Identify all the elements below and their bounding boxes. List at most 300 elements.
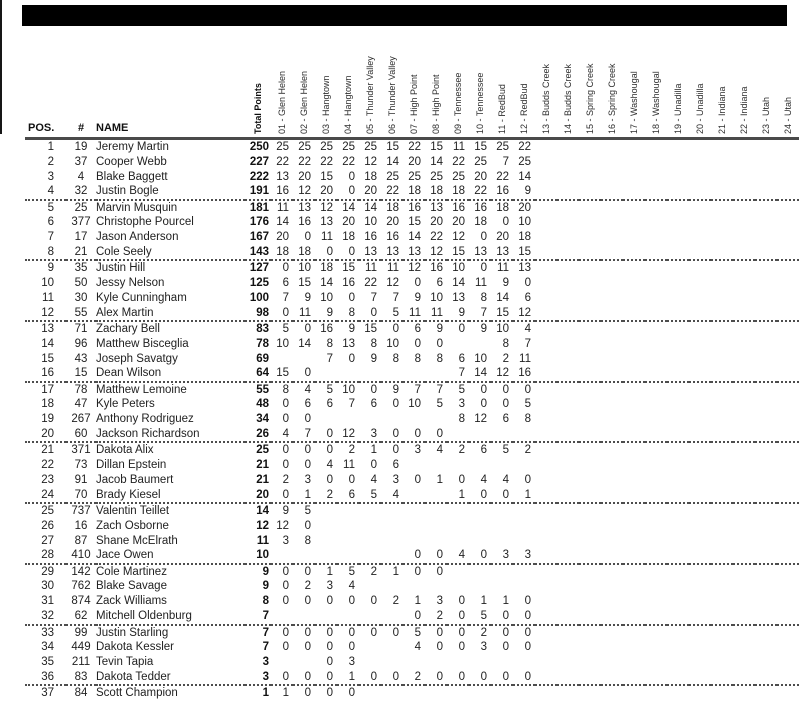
cell-name: Tevin Tapia [96,656,154,669]
cell-race-10: 0 [480,398,487,411]
table-row [25,169,799,184]
cell-race-1 [271,609,293,625]
cell-race-22 [733,139,755,155]
cell-race-10 [469,503,491,519]
cell-race-7: 7 [414,383,421,396]
col-header-race-19 [667,44,689,139]
table-header [25,44,799,139]
cell-race-10: 9 [480,323,487,336]
cell-race-17 [623,519,645,534]
cell-race-18 [645,594,667,609]
cell-pos: 7 [47,231,54,244]
cell-race-13 [535,579,557,594]
race-header-label: 02 - Glen Helen [299,70,309,134]
cell-num: 142 [71,565,91,578]
cell-race-23 [755,594,777,609]
cell-race-18 [645,655,667,670]
cell-race-22 [733,200,755,216]
cell-name: Jacob Baumert [96,473,174,486]
table-row [25,685,799,701]
cell-race-8: 0 [436,337,443,350]
cell-race-11: 20 [496,231,509,244]
cell-race-1: 5 [282,323,289,336]
cell-race-5: 12 [364,155,377,168]
cell-race-17 [623,640,645,655]
cell-race-1: 0 [282,413,289,426]
cell-total: 227 [249,155,269,168]
cell-race-11 [491,519,513,534]
cell-race-7: 14 [408,231,421,244]
cell-race-9: 0 [458,641,465,654]
cell-race-12: 0 [524,383,531,396]
cell-race-22 [733,473,755,488]
cell-name: Zach Osborne [96,519,169,532]
cell-race-10: 25 [474,155,487,168]
cell-name: Anthony Rodriguez [96,413,194,426]
cell-race-5: 10 [364,216,377,229]
cell-num: 4 [77,170,85,183]
cell-race-16 [601,200,623,216]
cell-race-1: 2 [282,473,289,486]
cell-race-8 [425,655,447,670]
cell-num: 35 [74,262,88,275]
cell-race-21 [711,351,733,366]
cell-race-4: 0 [348,626,355,639]
cell-race-3 [315,519,337,534]
cell-total: 167 [249,231,269,244]
col-header-race-6 [381,44,403,139]
cell-race-18 [645,548,667,564]
cell-race-21 [711,155,733,170]
cell-race-12: 22 [518,141,531,153]
cell-race-14 [557,519,579,534]
table-row [25,139,799,155]
cell-race-21 [711,427,733,443]
cell-race-8: 9 [436,323,443,336]
cell-race-17 [623,564,645,580]
cell-race-24 [777,260,799,276]
cell-race-5 [359,609,381,625]
cell-race-2: 1 [293,488,315,504]
cell-race-23 [755,670,777,686]
cell-race-7: 20 [408,155,421,168]
cell-race-10 [469,564,491,580]
cell-race-9 [447,579,469,594]
cell-race-20 [689,412,711,427]
cell-race-3: 7 [326,352,333,365]
cell-race-21 [711,366,733,382]
cell-race-23 [755,382,777,398]
cell-race-23 [755,503,777,519]
cell-race-6 [381,655,403,670]
cell-race-2 [293,351,315,366]
cell-race-21 [711,230,733,245]
cell-race-20 [689,488,711,504]
cell-name: Matthew Bisceglia [96,337,189,350]
cell-race-10 [469,519,491,534]
cell-race-16 [601,442,623,458]
cell-race-14 [557,427,579,443]
cell-race-19 [667,685,689,701]
cell-race-22 [733,412,755,427]
cell-race-8: 4 [436,444,443,457]
cell-race-13 [535,473,557,488]
cell-race-2: 8 [304,534,311,547]
cell-race-16 [601,412,623,427]
cell-race-3 [315,609,337,625]
cell-race-21 [711,670,733,686]
cell-race-1: 13 [276,170,289,183]
cell-race-24 [777,685,799,701]
cell-race-18 [645,397,667,412]
cell-race-16 [601,579,623,594]
cell-pos: 18 [41,398,54,411]
cell-race-8: 7 [436,383,443,396]
table-row [25,473,799,488]
cell-race-2: 11 [293,306,315,322]
cell-race-22 [733,579,755,594]
cell-race-4 [337,609,359,625]
cell-pos: 10 [41,277,54,290]
cell-race-13 [535,184,557,200]
cell-race-14 [557,351,579,366]
cell-race-23 [755,548,777,564]
cell-race-24 [777,594,799,609]
cell-race-1: 12 [276,519,289,532]
cell-race-17 [623,200,645,216]
cell-race-12 [513,655,535,670]
cell-race-8: 12 [425,245,447,261]
cell-race-24 [777,306,799,322]
cell-race-8: 20 [430,216,443,229]
cell-race-2: 2 [304,580,311,593]
col-header-race-7 [403,44,425,139]
col-header-race-15 [579,44,601,139]
cell-num: 62 [66,609,96,625]
cell-race-16 [601,670,623,686]
cell-race-14 [557,291,579,306]
cell-race-22 [733,337,755,352]
cell-race-18 [645,200,667,216]
table-row [25,655,799,670]
cell-race-2: 18 [293,245,315,261]
cell-num: 60 [66,427,96,443]
cell-race-16 [601,685,623,701]
cell-race-2: 9 [304,291,311,304]
cell-race-7: 10 [408,398,421,411]
cell-race-15 [579,685,601,701]
cell-race-1 [271,655,293,670]
cell-race-7: 11 [403,306,425,322]
cell-race-10 [469,579,491,594]
cell-race-4: 0 [337,245,359,261]
cell-race-5 [359,503,381,519]
cell-race-23 [755,519,777,534]
cell-name: Justin Bogle [96,184,245,200]
cell-name: Matthew Lemoine [96,383,187,396]
cell-race-9: 11 [453,141,465,153]
cell-race-23 [755,640,777,655]
cell-race-16 [601,260,623,276]
cell-race-21 [711,184,733,200]
cell-race-2: 0 [304,231,311,244]
cell-pos: 32 [25,609,66,625]
cell-race-4: 0 [348,687,355,700]
cell-total: 9 [262,580,269,593]
cell-race-11: 22 [496,170,509,183]
cell-race-23 [755,473,777,488]
cell-race-3: 0 [326,656,333,669]
cell-race-14 [557,564,579,580]
cell-race-18 [645,579,667,594]
cell-num: 377 [71,216,91,229]
cell-race-16 [601,230,623,245]
cell-race-18 [645,337,667,352]
cell-race-10 [469,337,491,352]
cell-race-12: 16 [513,366,535,382]
table-row [25,276,799,291]
cell-race-11: 9 [502,277,509,290]
cell-num: 30 [74,291,88,304]
cell-race-4: 4 [348,580,355,593]
cell-race-6: 11 [387,262,399,275]
cell-race-23 [755,427,777,443]
cell-race-5 [359,412,381,427]
cell-pos: 31 [41,595,54,608]
cell-race-13 [535,139,557,155]
cell-race-14 [557,609,579,625]
cell-race-3: 10 [320,291,333,304]
cell-race-22 [733,670,755,686]
cell-race-3 [315,503,337,519]
cell-race-24 [777,155,799,170]
table-row [25,670,799,686]
cell-name: Mitchell Oldenburg [96,609,245,625]
cell-race-3: 15 [320,170,333,183]
cell-race-4: 22 [342,155,355,168]
cell-name: Shane McElrath [96,534,178,547]
cell-num: 21 [66,245,96,261]
cell-race-18 [645,276,667,291]
cell-race-8: 18 [425,184,447,200]
cell-race-2: 0 [304,413,311,426]
cell-race-20 [689,230,711,245]
cell-race-6: 0 [392,626,399,639]
cell-race-18 [645,625,667,641]
cell-race-14 [557,412,579,427]
cell-race-7: 16 [408,201,421,214]
cell-race-8: 1 [436,473,443,486]
col-header-total [245,44,271,139]
cell-race-2: 15 [298,277,311,290]
cell-race-10: 12 [474,413,487,426]
cell-race-6: 0 [392,323,399,336]
col-header-race-22 [733,44,755,139]
cell-race-6: 13 [381,245,403,261]
cell-num: 91 [74,473,88,486]
cell-race-8: 2 [425,609,447,625]
cell-race-22 [733,655,755,670]
cell-race-24 [777,655,799,670]
cell-race-21 [711,579,733,594]
cell-race-21 [711,291,733,306]
cell-race-8: 3 [436,595,443,608]
cell-race-14 [557,155,579,170]
cell-race-12: 25 [518,155,531,168]
cell-race-23 [755,442,777,458]
cell-race-12: 0 [524,277,531,290]
col-header-race-5 [359,44,381,139]
cell-race-10: 20 [474,170,487,183]
cell-race-20 [689,640,711,655]
cell-race-4: 14 [342,201,355,214]
table-row [25,488,799,504]
cell-race-9: 22 [452,155,465,168]
cell-race-5: 18 [364,170,377,183]
cell-race-14 [557,579,579,594]
cell-race-8 [425,579,447,594]
table-row [25,503,799,519]
cell-race-12: 0 [513,670,535,686]
cell-pos: 13 [41,323,54,336]
cell-race-14 [557,366,579,382]
cell-race-9: 10 [452,262,465,275]
cell-race-12: 4 [524,323,531,336]
cell-race-12: 15 [513,245,535,261]
cell-race-4 [337,503,359,519]
cell-race-20 [689,442,711,458]
cell-race-9: 9 [447,306,469,322]
cell-race-19 [667,397,689,412]
cell-race-22 [733,503,755,519]
cell-race-12: 8 [524,413,531,426]
cell-race-11: 13 [491,245,513,261]
cell-race-7: 0 [414,337,421,350]
cell-race-17 [623,184,645,200]
cell-race-14 [557,200,579,216]
cell-race-21 [711,337,733,352]
race-header-label: 09 - Tennessee [453,72,463,134]
cell-race-5 [359,533,381,548]
cell-race-15 [579,215,601,230]
cell-race-19 [667,337,689,352]
race-header-label: 24 - Utah [783,96,793,134]
cell-race-17 [623,503,645,519]
cell-race-12 [513,533,535,548]
table-row [25,215,799,230]
race-header-label: 20 - Unadilla [695,83,705,134]
cell-num: 50 [74,277,88,290]
cell-race-7: 8 [414,352,421,365]
cell-race-20 [689,458,711,473]
cell-race-8: 14 [430,155,443,168]
cell-total: 98 [245,306,271,322]
cell-race-8 [425,685,447,701]
cell-race-1 [271,351,293,366]
table-row [25,564,799,580]
cell-race-1: 10 [276,337,289,350]
cell-race-5: 0 [359,306,381,322]
cell-race-24 [777,351,799,366]
cell-race-13 [535,245,557,261]
cell-race-22 [733,230,755,245]
cell-race-24 [777,200,799,216]
cell-race-15 [579,306,601,322]
cell-race-7 [403,503,425,519]
cell-race-2: 25 [298,141,311,153]
cell-race-12: 13 [518,262,531,275]
cell-race-13 [535,200,557,216]
cell-race-6: 0 [392,398,399,411]
cell-race-5: 0 [370,459,377,472]
cell-race-23 [755,321,777,337]
cell-race-7: 4 [414,641,421,654]
cell-race-14 [557,442,579,458]
cell-race-12: 11 [519,352,531,365]
cell-pos: 26 [41,519,54,532]
cell-race-21 [711,260,733,276]
cell-race-11: 0 [502,626,509,639]
cell-race-6: 2 [392,595,399,608]
cell-race-20 [689,685,711,701]
cell-race-5: 14 [364,201,377,214]
cell-race-19 [667,458,689,473]
cell-race-15 [579,200,601,216]
cell-race-19 [667,291,689,306]
cell-race-16 [601,366,623,382]
cell-race-20 [689,382,711,398]
race-header-label: 11 - RedBud [497,84,507,134]
cell-race-13 [535,640,557,655]
cell-race-8: 13 [430,201,443,214]
cell-race-19 [667,640,689,655]
cell-num: 449 [71,641,91,654]
cell-race-6: 0 [381,427,403,443]
cell-race-4: 3 [348,656,355,669]
cell-name: Dakota Tedder [96,670,245,686]
cell-race-5: 0 [370,383,377,396]
cell-name: Justin Hill [96,262,146,275]
cell-num: 267 [71,413,91,426]
cell-race-1: 11 [277,201,289,214]
cell-race-9: 5 [458,383,465,396]
cell-race-19 [667,306,689,322]
table-row [25,291,799,306]
cell-race-17 [623,366,645,382]
cell-race-18 [645,260,667,276]
cell-race-9: 0 [458,626,465,639]
cell-name: Dillan Epstein [96,459,167,472]
col-header-race-17 [623,44,645,139]
cell-race-15 [579,260,601,276]
cell-race-21 [711,640,733,655]
cell-race-14 [557,488,579,504]
cell-name: Brady Kiesel [96,488,245,504]
cell-race-1: 0 [271,488,293,504]
cell-race-11 [491,685,513,701]
cell-race-19 [667,594,689,609]
cell-race-2: 0 [304,444,311,457]
cell-race-6: 7 [392,291,399,304]
cell-race-17 [623,169,645,184]
cell-race-10 [469,685,491,701]
cell-race-14 [557,245,579,261]
cell-pos: 37 [41,687,54,700]
cell-race-2: 0 [304,459,311,472]
col-header-race-14 [557,44,579,139]
cell-race-11: 0 [502,398,509,411]
cell-race-19 [667,139,689,155]
